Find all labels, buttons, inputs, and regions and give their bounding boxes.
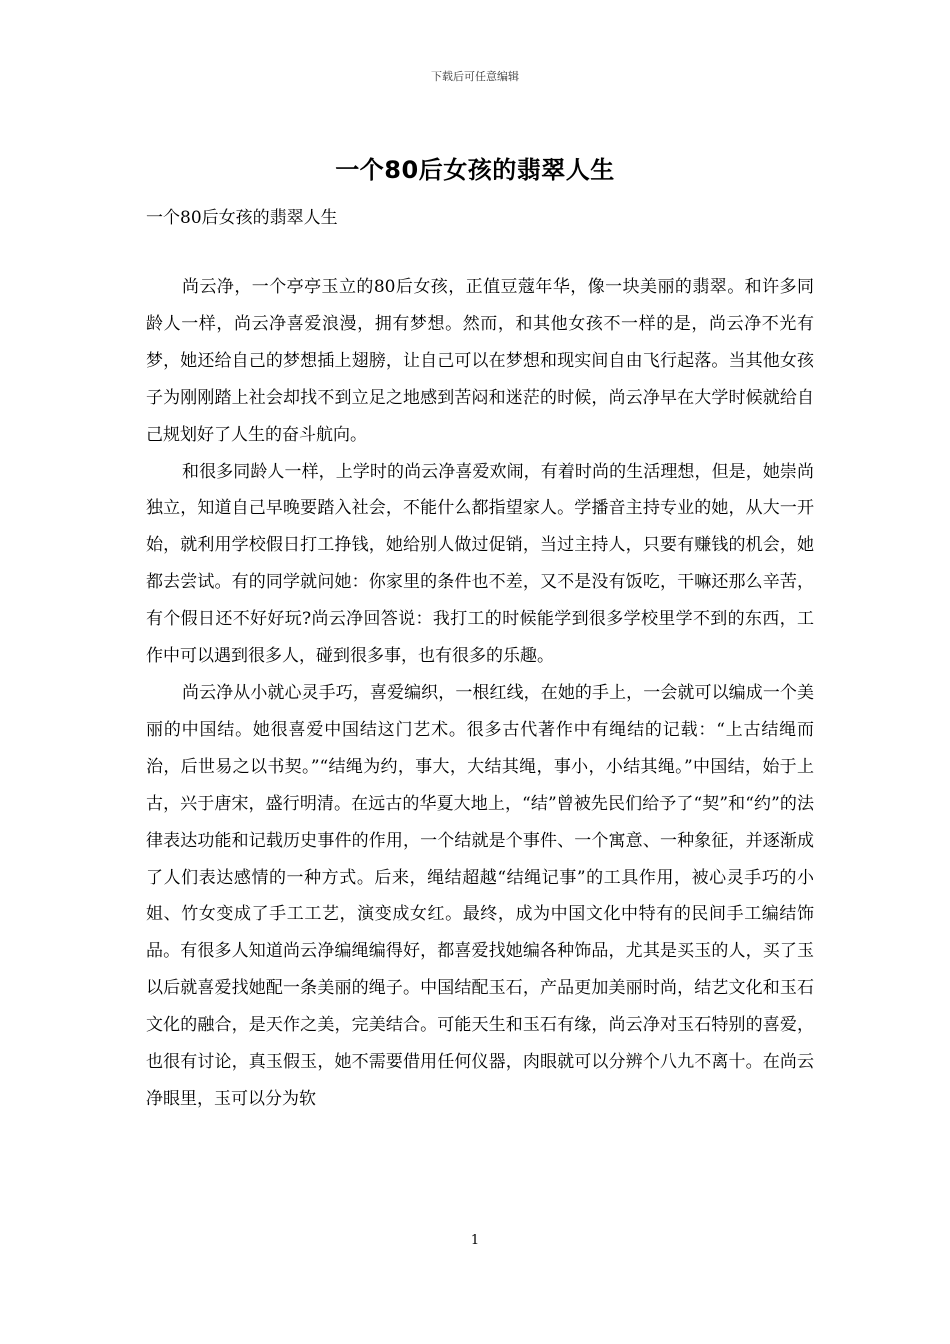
- body-paragraph: 尚云净从小就心灵手巧，喜爱编织，一根红线，在她的手上，一会就可以编成一个美丽的中国结。她很喜爱中国结这门艺术。很多古代著作中有绳结的记载：“上古结绳而治，后世易之以书契。”“结绳为约，事大，大结其绳，事小，小结其绳。”中国结，始于上古，兴于唐宋，盛行明清。在远古的华夏大地上，“结”曾被先民们给予了“契”和“约”的法律表达功能和记载历史事件的作用，一个结就是个事件、一个寓意、一种象征，并逐渐成了人们表达感情的一种方式。后来，绳结超越“结绳记事”的工具作用，被心灵手巧的小姐、竹女变成了手工工艺，演变成女红。最终，成为中国文化中特有的民间手工编结饰品。有很多人知道尚云净编绳编得好，都喜爱找她编各种饰品，尤其是买玉的人，买了玉以后就喜爱找她配一条美丽的绳子。中国结配玉石，产品更加美丽时尚，结艺文化和玉石文化的融合，是天作之美，完美结合。可能天生和玉石有缘，尚云净对玉石特别的喜爱，也很有讨论，真玉假玉，她不需要借用任何仪器，肉眼就可以分辨个八九不离十。在尚云净眼里，玉可以分为软: [146, 682, 814, 1109]
- document-subtitle: 一个80后女孩的翡翠人生: [146, 208, 338, 228]
- document-body: [146, 269, 814, 1118]
- document-title: 一个80后女孩的翡翠人生: [335, 156, 615, 184]
- header-note: 下载后可任意编辑: [431, 70, 519, 83]
- body-paragraph: 和很多同龄人一样，上学时的尚云净喜爱欢闹，有着时尚的生活理想，但是，她崇尚独立，知道自己早晚要踏入社会，不能什么都指望家人。学播音主持专业的她，从大一开始，就利用学校假日打工挣钱，她给别人做过促销，当过主持人，只要有赚钱的机会，她都去尝试。有的同学就问她：你家里的条件也不差，又不是没有饭吃，干嘛还那么辛苦，有个假日还不好好玩?尚云净回答说：我打工的时候能学到很多学校里学不到的东西，工作中可以遇到很多人，碰到很多事，也有很多的乐趣。: [146, 461, 814, 667]
- page-number: 1: [470, 1233, 480, 1248]
- body-paragraph: 尚云净，一个亭亭玉立的80后女孩，正值豆蔻年华，像一块美丽的翡翠。和许多同龄人一样，尚云净喜爱浪漫，拥有梦想。然而，和其他女孩不一样的是，尚云净不光有梦，她还给自己的梦想插上翅膀，让自己可以在梦想和现实间自由飞行起落。当其他女孩子为刚刚踏上社会却找不到立足之地感到苦闷和迷茫的时候，尚云净早在大学时候就给自己规划好了人生的奋斗航向。: [146, 277, 814, 445]
